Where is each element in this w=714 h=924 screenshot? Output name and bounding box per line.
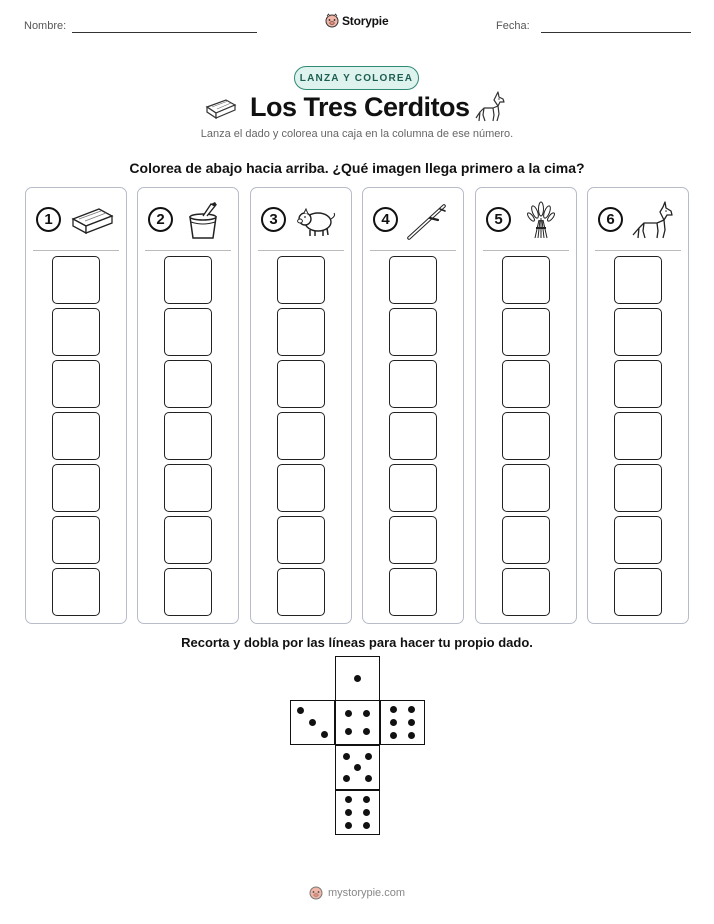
color-box[interactable] xyxy=(614,464,662,512)
die-pip xyxy=(390,732,397,739)
color-box[interactable] xyxy=(52,256,100,304)
name-line[interactable] xyxy=(72,32,257,33)
die-pip xyxy=(297,707,304,714)
page-title: Los Tres Cerditos xyxy=(250,92,470,122)
color-box[interactable] xyxy=(389,568,437,616)
color-box[interactable] xyxy=(164,360,212,408)
column-number: 5 xyxy=(486,207,511,232)
column-divider xyxy=(33,250,119,251)
color-box[interactable] xyxy=(52,516,100,564)
column-header xyxy=(138,188,238,250)
column-header xyxy=(588,188,688,250)
color-box[interactable] xyxy=(277,360,325,408)
die-pip xyxy=(345,822,352,829)
column-header xyxy=(363,188,463,250)
column-2 xyxy=(137,187,239,624)
color-box[interactable] xyxy=(614,308,662,356)
die-pip xyxy=(408,719,415,726)
color-box[interactable] xyxy=(164,464,212,512)
die-pip xyxy=(345,728,352,735)
die-pip xyxy=(408,732,415,739)
column-number: 4 xyxy=(373,207,398,232)
die-pip xyxy=(363,796,370,803)
color-box[interactable] xyxy=(277,308,325,356)
die-pip xyxy=(390,706,397,713)
die-face xyxy=(380,700,425,745)
die-face xyxy=(335,700,380,745)
brand-name: Storypie xyxy=(342,13,389,28)
column-divider xyxy=(258,250,344,251)
color-box[interactable] xyxy=(52,412,100,460)
color-box[interactable] xyxy=(389,308,437,356)
column-number: 3 xyxy=(261,207,286,232)
date-line[interactable] xyxy=(541,32,691,33)
color-box[interactable] xyxy=(502,568,550,616)
color-box[interactable] xyxy=(164,308,212,356)
column-3 xyxy=(250,187,352,624)
color-box[interactable] xyxy=(164,568,212,616)
column-divider xyxy=(370,250,456,251)
stick-icon xyxy=(406,200,452,240)
straw-bundle-icon xyxy=(519,200,565,240)
brand-logo xyxy=(325,13,388,28)
pig-icon xyxy=(294,200,340,240)
column-6 xyxy=(587,187,689,624)
footer-url: mystorypie.com xyxy=(328,886,406,899)
die-pip xyxy=(345,796,352,803)
wolf-icon xyxy=(631,200,677,240)
die-pip xyxy=(345,710,352,717)
pig-mascot-icon xyxy=(325,13,339,28)
color-box[interactable] xyxy=(614,360,662,408)
die-face xyxy=(335,790,380,835)
die-pip xyxy=(408,706,415,713)
color-box[interactable] xyxy=(164,256,212,304)
color-box[interactable] xyxy=(502,360,550,408)
cut-instruction: Recorta y dobla por las líneas para hacer tu propio dado. xyxy=(181,635,533,650)
column-number: 2 xyxy=(148,207,173,232)
color-box[interactable] xyxy=(277,516,325,564)
die-pip xyxy=(363,822,370,829)
color-box[interactable] xyxy=(164,412,212,460)
die-face xyxy=(335,745,380,790)
color-box[interactable] xyxy=(277,464,325,512)
date-label: Fecha: xyxy=(496,20,530,32)
color-box[interactable] xyxy=(164,516,212,564)
die-pip xyxy=(343,775,350,782)
color-box[interactable] xyxy=(502,516,550,564)
brick-icon xyxy=(69,200,115,240)
brick-icon xyxy=(204,98,238,120)
column-1 xyxy=(25,187,127,624)
die-pip xyxy=(365,775,372,782)
footer xyxy=(309,885,405,900)
color-box[interactable] xyxy=(277,256,325,304)
column-5 xyxy=(475,187,577,624)
subtitle: Lanza el dado y colorea una caja en la columna de ese número. xyxy=(200,128,514,140)
column-divider xyxy=(595,250,681,251)
color-box[interactable] xyxy=(389,412,437,460)
color-box[interactable] xyxy=(614,412,662,460)
column-header xyxy=(251,188,351,250)
color-box[interactable] xyxy=(277,568,325,616)
die-pip xyxy=(363,809,370,816)
column-number: 1 xyxy=(36,207,61,232)
mortar-bucket-icon xyxy=(181,200,227,240)
color-box[interactable] xyxy=(614,568,662,616)
die-pip xyxy=(321,731,328,738)
die-pip xyxy=(390,719,397,726)
die-pip xyxy=(345,809,352,816)
column-4 xyxy=(362,187,464,624)
column-header xyxy=(476,188,576,250)
activity-badge: LANZA Y COLOREA xyxy=(294,66,419,90)
color-box[interactable] xyxy=(389,464,437,512)
die-pip xyxy=(363,710,370,717)
die-pip xyxy=(343,753,350,760)
instruction: Colorea de abajo hacia arriba. ¿Qué imagen llega primero a la cima? xyxy=(129,160,585,176)
color-box[interactable] xyxy=(502,464,550,512)
die-pip xyxy=(354,764,361,771)
die-pip xyxy=(354,675,361,682)
die-face xyxy=(290,700,335,745)
color-box[interactable] xyxy=(614,516,662,564)
column-divider xyxy=(483,250,569,251)
color-box[interactable] xyxy=(389,516,437,564)
die-pip xyxy=(363,728,370,735)
column-divider xyxy=(145,250,231,251)
color-box[interactable] xyxy=(52,464,100,512)
color-box[interactable] xyxy=(502,412,550,460)
die-face xyxy=(335,656,380,701)
name-label: Nombre: xyxy=(24,20,67,32)
column-number: 6 xyxy=(598,207,623,232)
color-box[interactable] xyxy=(52,568,100,616)
color-box[interactable] xyxy=(502,256,550,304)
color-box[interactable] xyxy=(277,412,325,460)
die-pip xyxy=(365,753,372,760)
color-box[interactable] xyxy=(502,308,550,356)
color-box[interactable] xyxy=(389,256,437,304)
wolf-icon xyxy=(474,90,508,124)
color-box[interactable] xyxy=(614,256,662,304)
color-box[interactable] xyxy=(52,308,100,356)
color-box[interactable] xyxy=(389,360,437,408)
die-pip xyxy=(309,719,316,726)
pig-mascot-icon xyxy=(309,885,323,900)
column-header xyxy=(26,188,126,250)
color-box[interactable] xyxy=(52,360,100,408)
title-row xyxy=(0,90,714,130)
